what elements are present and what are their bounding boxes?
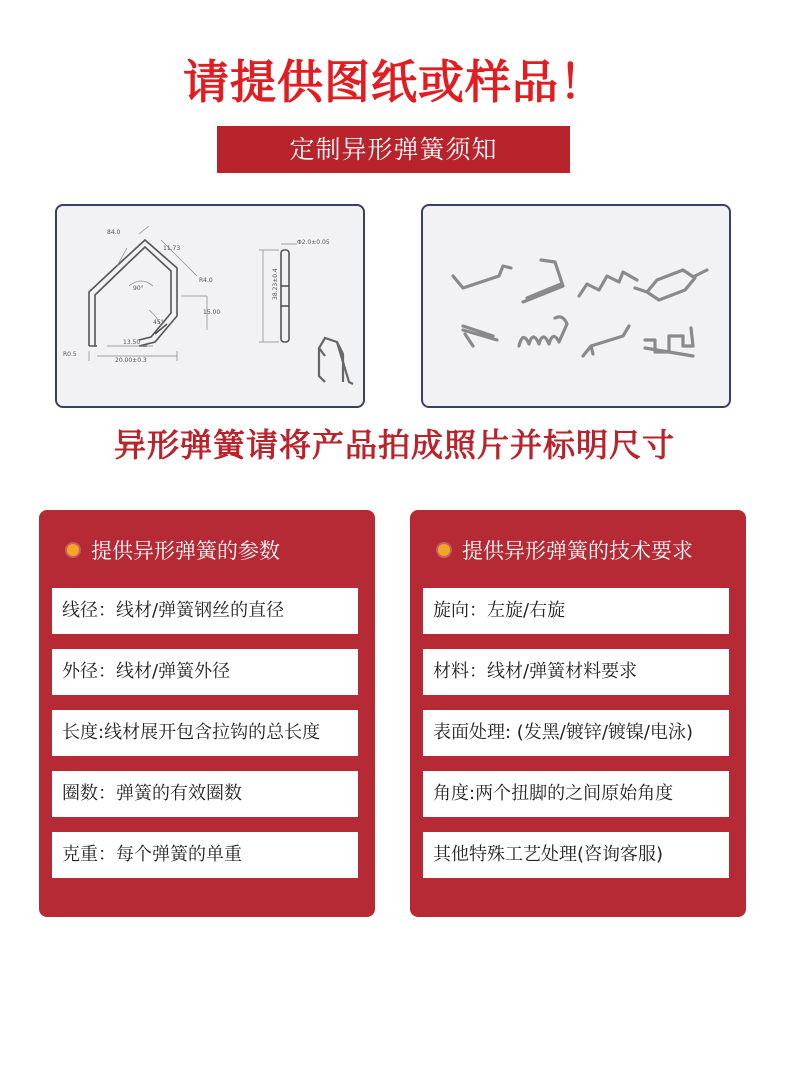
params-panel-title: 提供异形弹簧的参数: [91, 539, 280, 563]
requirements-panel: [410, 510, 746, 917]
dim-label: 11.73: [163, 245, 181, 252]
req-item-angle: 角度:两个扭脚的之间原始角度: [423, 771, 729, 817]
technical-drawing-image: [55, 204, 365, 408]
req-item-direction: 旋向：左旋/右旋: [423, 588, 729, 634]
dim-label: 90°: [133, 285, 144, 292]
bullet-dot-icon: [67, 544, 79, 556]
dim-label: 45°: [153, 319, 164, 326]
req-item-surface: 表面处理: (发黑/镀锌/镀镍/电泳): [423, 710, 729, 756]
param-item-coils: 圈数：弹簧的有效圈数: [52, 771, 358, 817]
req-item-special: 其他特殊工艺处理(咨询客服): [423, 832, 729, 878]
spring-samples-image: [421, 204, 731, 408]
dim-label: Φ2.0±0.05: [297, 239, 330, 246]
requirements-panel-header: [438, 534, 693, 566]
dim-label: R0.5: [63, 351, 77, 358]
dim-label: 38.23±0.4: [272, 268, 279, 300]
param-item-outer-diameter: 外径：线材/弹簧外径: [52, 649, 358, 695]
dim-label: 84.0: [107, 229, 121, 236]
param-item-length: 长度:线材展开包含拉钩的总长度: [52, 710, 358, 756]
photo-instruction: 异形弹簧请将产品拍成照片并标明尺寸: [113, 426, 675, 464]
page-title: 请提供图纸或样品！: [183, 55, 606, 109]
req-item-material: 材料：线材/弹簧材料要求: [423, 649, 729, 695]
dim-label: 15.00: [203, 309, 221, 316]
params-panel: [39, 510, 375, 917]
dim-label: R4.0: [199, 277, 213, 284]
subtitle-banner: 定制异形弹簧须知: [217, 126, 570, 173]
dim-label: 20.00±0.3: [115, 357, 147, 364]
bullet-dot-icon: [438, 544, 450, 556]
param-item-wire-diameter: 线径：线材/弹簧钢丝的直径: [52, 588, 358, 634]
param-item-weight: 克重：每个弹簧的单重: [52, 832, 358, 878]
requirements-panel-title: 提供异形弹簧的技术要求: [462, 539, 693, 563]
params-panel-header: [67, 534, 280, 566]
dim-label: 13.50: [123, 339, 141, 346]
